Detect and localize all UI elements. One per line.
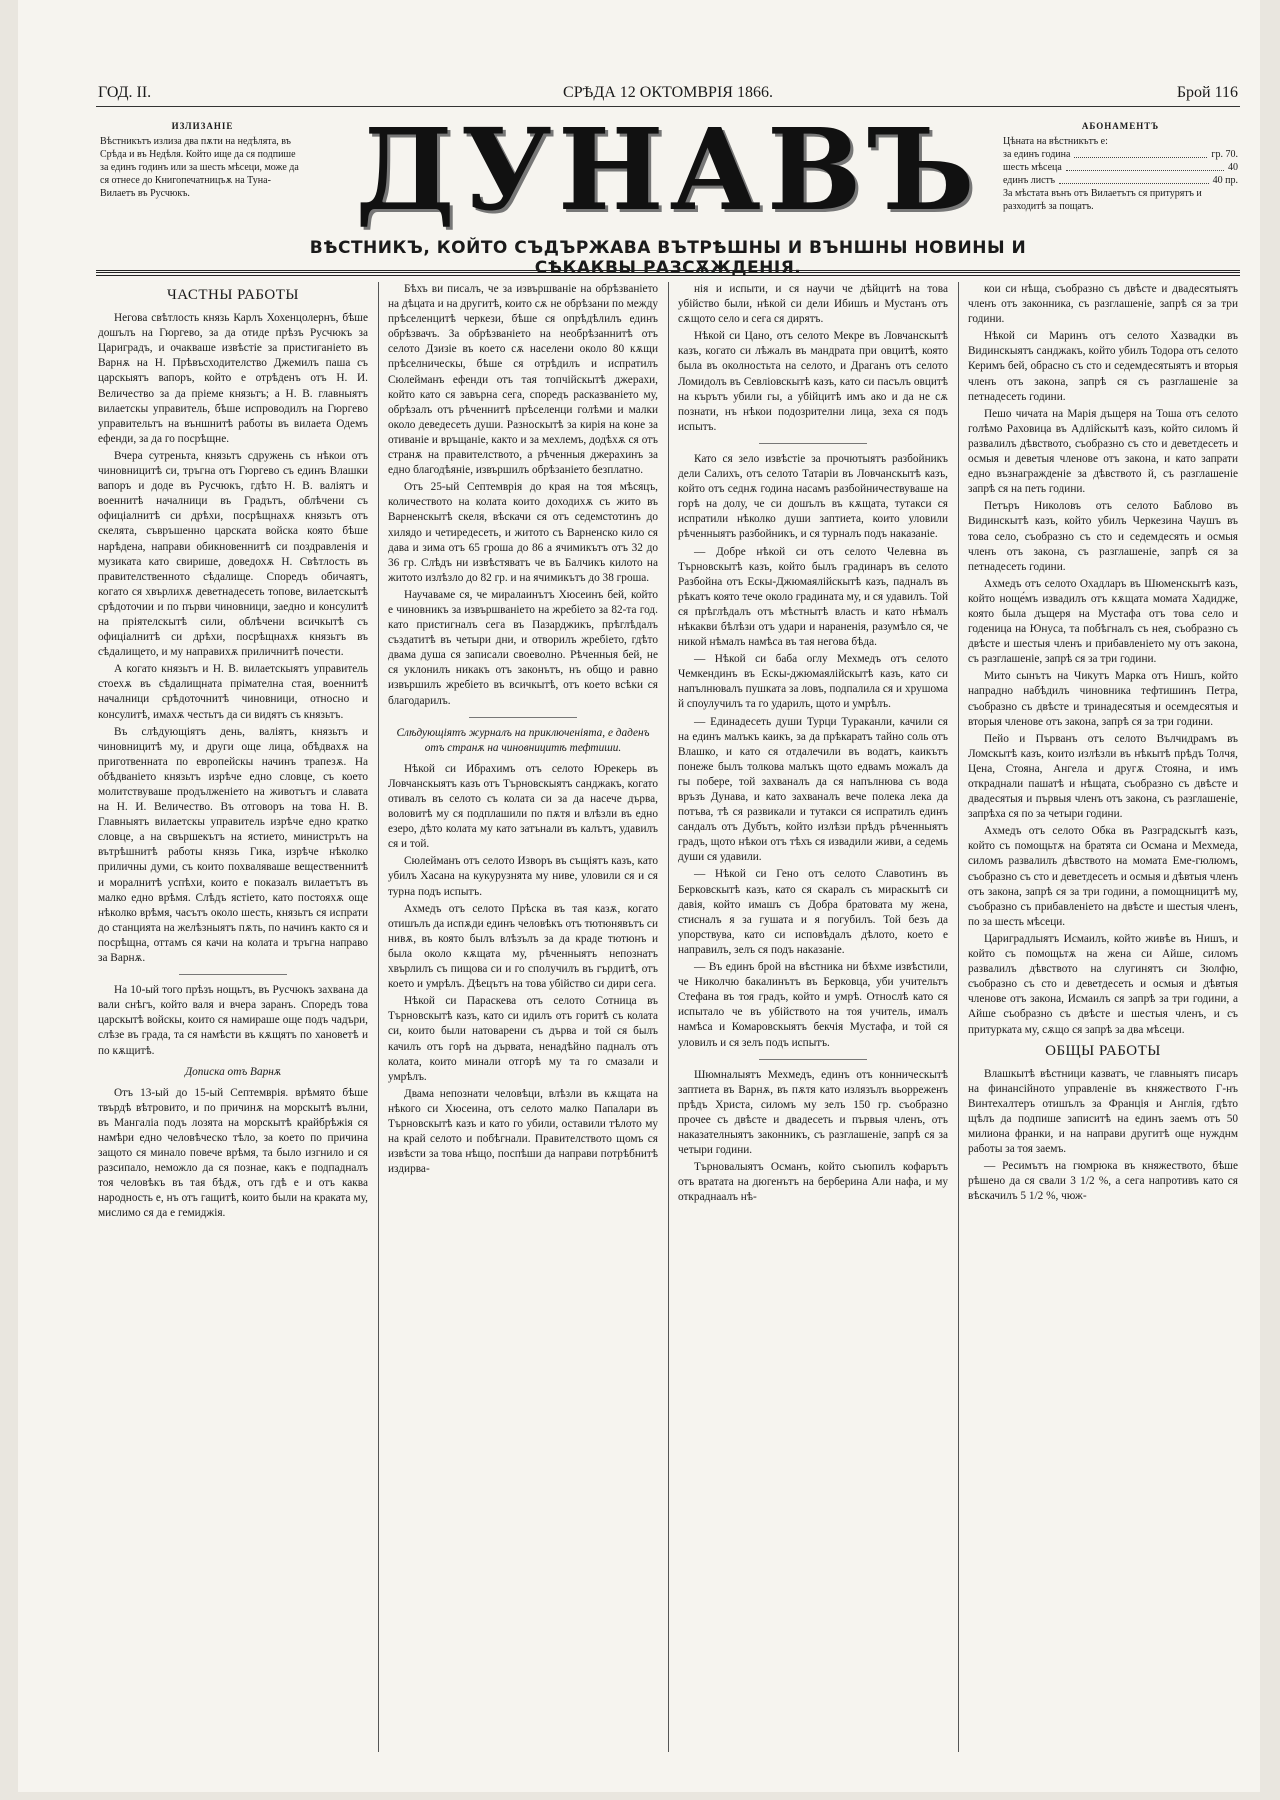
price-label: единъ листъ <box>1003 175 1056 186</box>
paragraph: нія и испыти, и ся научи че дѣйцитѣ на това убійство были, нѣкой си дели Ибишъ и Мустанъ отъ сѫщото село и сега ся дирятъ. <box>678 283 948 326</box>
paragraph: Пешо чичата на Марія дъщеря на Тоша отъ селото голѣмо Раховица въ Адлійскытѣ казъ, който силомъ й развалилъ дѣвството, съобразно съ сто и деветдесеть и осмыя и деветыя членове отъ закона, и като запрати едно възнагражденіе за дѣвството й, съ разглашеніе запрѣ ся на петь години. <box>968 407 1238 496</box>
year-label: ГОД. II. <box>98 84 152 101</box>
subscription-intro: Цѣната на вѣстникътъ е: <box>1003 136 1108 147</box>
paragraph: Ахмедъ отъ селото Обка въ Разградскытѣ казъ, който съ помощьтѫ на братята си Османа и Мехмеда, силомъ развалилъ дѣвството на момата Еме-гюлюмъ, съобразно съ сто и деветдесеть и осмыя и дѣвтыя членъ отъ закона, запрѣ ся за три години, а помощницитѣ му, съобразно съ прибавленіето на двѣсте и шестыя членъ, по за шесть мѣсеци. <box>968 825 1238 928</box>
publication-heading: ИЗЛИЗАНІЕ <box>171 121 234 131</box>
paragraph: Въ слѣдующіятъ день, валіятъ, князьтъ и чиновницитѣ му, и други още лица, обѣдвахѫ на приготвенната по европейскы начинъ трапезѫ. На обѣдваніето князьтъ изрѣче едно словце, съ което молитствуваше продълженіето на животътъ и славата на Н. И. Величество. Въ отговоръ на това Н. В. Главныятъ вилаетскы управитель изрѣче едно кратко словце, а на свършекътъ на ястието, министрътъ на вътрѣшнитѣ работы князь Гика, изрѣче нѣколко приличны думи, съ които похваляваше вещественнитѣ и моралнитѣ успѣхи, които е показалъ вилаетътъ въ малко едно врѣмя. Слѣдъ ястіето, като постояхѫ още нѣколко врѣмя, часътъ около шесть, князьтъ ся испрати до станцията на желѣзныятъ пѫть, по начинъ както ся и посрѣщна, оттамъ ся качи на колата и тръгна направо за Варнѫ. <box>98 725 368 965</box>
paragraph: На 10-ый того прѣзъ нощьтъ, въ Русчюкъ захвана да вали снѣгъ, който валя и вчера заранъ. Споредъ това царскытѣ войскы, които ся намираше още подъ чадъри, слѣзе въ града, та ся намѣсти въ кѫщятъ по хановетѣ и по кѫщитѣ. <box>98 984 368 1057</box>
column-4 <box>968 282 1238 1762</box>
top-meta-line <box>98 84 1238 106</box>
paragraph: Двама непознати человѣци, влѣзли въ кѫщата на нѣкого си Хюсеина, отъ селото малко Папалари въ Търновскытѣ казъ и като го убили, оставили тѣлото му на край селото и побѣгнали. Правителството щомъ ся извѣсти за това нѣщо, поспѣши да направи потрѣбнитѣ издирва- <box>388 1087 658 1176</box>
paragraph: Шюмналыятъ Мехмедъ, единъ отъ конническытѣ заптиета въ Варнѫ, въ пѫтя като излязълъ вьорреженъ прѣдъ Христа, силомъ му зелъ 150 гр. съобразно прочее съ двѣсте и двадесеть и първыя членъ, отъ наказателныятъ законникъ, съ разглашеніе, запрѣ ся за четыри години. <box>678 1068 948 1157</box>
paragraph: — Нѣкой си баба оглу Мехмедъ отъ селото Чемкендинъ въ Ескы-джюмаялійскытѣ казъ, като си напълнювалъ пушката за ловъ, подпалила ся и хрушома й споулучилъ та го ударилъ, щото и умрѣлъ. <box>678 653 948 711</box>
separator <box>469 717 577 718</box>
price-value: 40 пр. <box>1212 175 1238 186</box>
masthead-title: ДУНАВЪ <box>355 105 981 236</box>
publication-info <box>100 120 305 200</box>
paragraph: Пейо и Първанъ отъ селото Вълчидрамъ въ Ломскытѣ казъ, които излѣзли въ нѣкытѣ прѣдъ Толчя, Цена, Стояна, Ангела и другѫ Стояна, и имъ откраднали пашатѣ и нѣщата, съобразно съ двѣсте и двадесятыя и първыя членъ отъ закона, съ разглашеніе, запрѣха ся по за четыри години. <box>968 732 1238 821</box>
paragraph: Ахмедъ отъ селото Охадларъ въ Шюменскытѣ казъ, който ноще́мъ извадилъ отъ кѫщата момата Хадидже, която была дъщеря на Мустафа отъ това село и годеница на Юнуса, та побѣгналъ съ нея, съобразно съ двѣсте и шестыя членъ и прибавленіето му отъ закона, съ разглашеніе, запрѣ ся за три години. <box>968 577 1238 666</box>
paragraph: Нѣкой си Цано, отъ селото Мекре въ Ловчанскытѣ казъ, когато си лѣжалъ въ мандрата при овцитѣ, която была въ околностьта на селото, и Драганъ отъ селото Ломидолъ въ Севліовскытѣ казъ, като си пасълъ овцитѣ на кърътъ убили гы, а убійцитѣ имъ ако и да не сѫ познати, нъ нѣкои подозрителни лица, зеха ся подъ испытъ. <box>678 330 948 433</box>
paragraph: Сюлейманъ отъ селото Изворъ въ същіятъ казъ, като убилъ Хасана на кукурузнята му ниве, уловили ся и ся турна подъ испытъ. <box>388 855 658 898</box>
paragraph: Ахмедъ отъ селото Прѣска въ тая казѫ, когато отишълъ да испѫди единъ человѣкъ отъ тютюнявътъ си нивѫ, въ която былъ влѣзълъ за да краде тютюнъ и была около кѫщата му, рѣченныятъ непознатъ хвърлилъ съ пищова си и го сполучилъ въ гърдитѣ, отъ което и умрѣлъ. Дѣецътъ на това убійство си дири сега. <box>388 902 658 991</box>
paragraph: Цариградлыятъ Исмаилъ, който живѣе въ Нишъ, и който съ помощьтѫ на жена си Айше, силомъ развалилъ дѣвството на слугинятъ си Зюлфю, съобразно съ сто и деветдесеть и осмыя и дѣвтыя членове отъ закона, Исмаилъ ся запрѣ за три години, а Айше съобразно съ двѣсте и шестыя членъ, и съ притурката му, сѫщо ся запрѣ за два мѣсеци. <box>968 932 1238 1036</box>
paragraph: Бѣхъ ви писалъ, че за извършваніе на обрѣзваніето на дѣцата и на другитѣ, които сѫ не обрѣзани по между прѣселенцитѣ черкези, бѣше ся опрѣдѣлилъ единъ обрѣзвачъ. За обрѣзваніето на необрѣзаннитѣ отъ селото Дзизіе въ което сѫ населени около 80 кѫщи прѣселническы, бѣше ся отрѣдилъ и испратилъ Сюлейманъ ефенди отъ тая топчійскытѣ джерахи, който като ся завърна сега, споредъ расказваніето му, обрѣзалъ отъ рѣченнитѣ прѣселенци голѣми и малки около деведесеть души. Разноскытѣ за кирія на коне за отиваніе и връщаніе, както и за мехлемъ, додѣхѫ ся отъ странѫ на правителството, а рѣченныя джерахинъ за едно благодѣяніе, извършилъ обрѣзаніето безплатно. <box>388 283 658 477</box>
paragraph: Научаваме ся, че миралаинътъ Хюсеинъ бей, който е чиновникъ за извършваніето на жребіето за 82-та год. като пристигналъ сега въ Пазарджикъ, прѣглѣдалъ създатитѣ въ четыри дни, и отворилъ жребіето, гдѣто двама душа ся записали своеволно. Рѣченныя бей, не ся уклонилъ никакъ отъ законътъ, нъ общо и равно извършилъ жребіето въ всичкытѣ, отъ което всѣки ся благодарилъ. <box>388 588 658 707</box>
publication-text: Вѣстникътъ излиза два пѫти на недѣлята, въ Срѣда и въ Недѣля. Който ище да ся подпише за единъ годинъ или за шесть мѣсеци, може да ся отнесе до Книгопечатницъѫ на Туна-Вилаетъ въ Русчюкъ. <box>100 136 299 199</box>
price-value: 40 <box>1228 162 1238 173</box>
issue-number: Брой 116 <box>1176 84 1238 101</box>
column-3 <box>678 282 948 1762</box>
paragraph: Като ся зело извѣстіе за прочютыятъ разбойникъ дели Салихъ, отъ селото Татаріи въ Ловчанскытѣ казъ, който отъ седнѫ година насамъ разбойничествуваше на горѣ на долу, че си дошълъ въ кѫщата, тутакси ся испратили нѣколко души заптиета, които уловили рѣченныятъ разбойникъ, и ся турналъ подъ наказаніе. <box>678 452 948 541</box>
price-row <box>1003 174 1238 187</box>
masthead-subtitle: ВѢСТНИКЪ, КОЙТО СЪДЪРЖАВА ВЪТРѢШНЫ И ВЪНШНЫ НОВИНЫ И СѢКАКВЫ РАЗСѪЖДЕНІЯ. <box>309 238 1027 278</box>
column-divider <box>668 282 669 1752</box>
article-columns <box>98 282 1238 1762</box>
paragraph: — Добре нѣкой си отъ селото Челевна въ Търновскытѣ казъ, който былъ градинаръ въ селото Разбойна отъ Ескы-Джюмаялійскытѣ казъ, падналъ въ рѣкатъ която тече около градината му, и ся удавилъ. Той ся прѣглѣдалъ отъ мѣстнытѣ власть и като нѣмалъ нѣкакви бѣлѣзи отъ удари и нараненія, разумѣло ся, че никой нѣмалъ намѣса въ тая негова бѣда. <box>678 545 948 649</box>
masthead <box>348 105 988 242</box>
paragraph: — Ресимътъ на гюмрюка въ княжеството, бѣше рѣшено да ся свали 3 1/2 %, а сега напротивъ като ся вѣскачилъ 5 1/2 %, чюж- <box>968 1160 1238 1203</box>
price-label: шесть мѣсеца <box>1003 162 1062 173</box>
column-divider <box>958 282 959 1752</box>
paragraph: — Нѣкой си Гено отъ селото Славотинъ въ Берковскытѣ казъ, като ся скаралъ съ мираскытѣ си давія, който имашъ съ Добра братовата му жена, стисналъ я за гушата и я погубилъ. Той безъ да упорствува, като си исповѣдалъ дѣлото, което е направилъ, зелъ ся подъ наказаніе. <box>678 868 948 956</box>
section-heading-general: ОБЩЫ РАБОТЫ <box>1045 1042 1161 1059</box>
paragraph: кои си нѣща, съобразно съ двѣсте и двадесятыятъ членъ отъ законника, съ разглашеніе, запрѣ ся за три години. <box>968 283 1238 326</box>
paragraph: Петъръ Николовъ отъ селото Баблово въ Видинскытѣ казъ, който убилъ Черкезина Чаушъ въ това село, съобразно съ сто и седемдесять и осмыя членъ отъ закона, съ разглашеніе, запрѣ ся за петнадесеть години. <box>968 500 1238 573</box>
newspaper-page <box>18 0 1260 1792</box>
paragraph: — Единадесеть души Турци Тураканли, качили ся на единъ малъкъ каикъ, за да прѣкаратъ тайно соль отъ Влашко, и като ся отдалечили въ водатъ, каикътъ понеже былъ толкова малъкъ щото едвамъ можалъ да гы побере, той захваналъ да ся напълнюва съ вода връзъ Дунава, и като захваналъ вече полека лека да потъва, тѣ ся развикали и тутакси ся испратилъ единъ сандалъ отъ Дубътъ, който излѣзи прѣдъ рѣченныятъ градъ, щото нѣкои отъ тѣхъ ся извадили живи, а седемь души ся удавили. <box>678 715 948 864</box>
column-divider <box>378 282 379 1752</box>
price-label: за единъ година <box>1003 149 1071 160</box>
separator <box>759 1059 867 1060</box>
paragraph: Нѣкой си Маринъ отъ селото Хазвадки въ Видинскыятъ санджакъ, който убилъ Тодора отъ селото Керимъ бей, обрасно съ сто и седемдесятыятъ и вторыя членъ отъ закона, запрѣ ся съ разглашеніе за петнадесеть години. <box>968 330 1238 403</box>
paragraph: Отъ 13-ый до 15-ый Септемврія. врѣмято бѣше твърдѣ вѣтровито, и по причинѫ на морскытѣ вълни, въ Мангаліа подъ лозята на морскытѣ крайбрѣжія ся намѣри едно человѣческо тѣло, за което по причина защото ся минало повече врѣмя, та было изгнило и ся разсипало, неможло да ся познае, какъ е подпадналъ тоя человѣкъ въ тая бѣдѫ, отъ гдѣ е и отъ каква народность е, нъ отъ гащитѣ, които были на краката му, мислимо ся да е гемиджія. <box>98 1086 368 1220</box>
price-row <box>1003 148 1238 161</box>
paragraph: Нѣкой си Параскева отъ селото Сотница въ Търновскытѣ казъ, като си идилъ отъ горитѣ съ колата си, които были натоварени съ дърва и той ся былъ качилъ отъ горѣ на дървата, ненадѣйно падналъ отъ колата, които минали отгорѣ му та го смазали и умрѣлъ. <box>388 995 658 1083</box>
paragraph: Негова свѣтлость князь Карлъ Хохенцолернъ, бѣше дошълъ на Гюргево, за да отиде прѣзъ Русчюкъ за Цариградъ, и очакваше извѣстіе за пристиганіето въ Варнѫ на Н. Прѣвъсходителство Джемилъ паша съ царскыятъ вапоръ, който е отрѣденъ отъ Н. И. Величество за да пріеме князьтъ; а Н. В. главныятъ вилаетскы управитель, бѣше испроводилъ на Гюргево управительтъ на външнитѣ работы въ вилаета Одемъ ефенди, за да го посрѣщне. <box>98 312 368 445</box>
journal-intro: Слѣдующіятъ журналъ на приключеніята, е даденъ отъ странѫ на чиновницитѣ тефтиши. <box>396 726 650 754</box>
paragraph: А когато князьтъ и Н. В. вилаетскыятъ управитель стоехѫ въ сѣдалищната прімателна стая, военнитѣ началници срѣдоточнитѣ чиновници, относно и консулитѣ, имахѫ честьтъ да си видятъ съ князьтъ. <box>98 663 368 721</box>
column-2 <box>388 282 658 1762</box>
column-1 <box>98 282 368 1762</box>
paragraph: Мито сынътъ на Чикутъ Марка отъ Нишъ, който напрадно набѣдилъ чиновника тефтишинъ Петра, съобразно съ двѣсте и тринадесятыя и осемдесятыя и вторыя членове отъ закона, запрѣ ся за три години. <box>968 670 1238 728</box>
paragraph: — Въ единъ брой на вѣстника ни бѣхме извѣстили, че Николчю бакалинътъ въ Берковца, уби учительтъ Стефана въ тоя градъ, който и умрѣ. Относлѣ като ся испытало че въ убійството на тоя учитель, ималъ намѣса и Комаровскыятъ бекчія Мустафа, и той ся уловилъ и ся зелъ подъ испытъ. <box>678 961 948 1049</box>
separator <box>179 974 287 975</box>
dispatch-heading: Дописка отъ Варнѫ <box>184 1065 282 1078</box>
separator <box>759 443 867 444</box>
price-value: гр. 70. <box>1211 149 1238 160</box>
paragraph: Търновалыятъ Османъ, който съюпилъ кофарътъ отъ вратата на дюгенътъ на берберина Али нафа, и му откраднаалъ нѣ- <box>678 1161 948 1204</box>
masthead-rule <box>96 270 1240 276</box>
paragraph: Вчера сутреньта, князьтъ сдружень съ нѣкои отъ чиновницитѣ си, тръгна отъ Гюргево съ единъ Влашки вапоръ и доде въ Русчюкъ, гдѣто Н. В. валіятъ и военнитѣ началници въ Градътъ, облѣчени съ офиціалнитѣ си дрѣхи, посрѣщнахѫ князьтъ отъ скелята, съвръшенно царската войска която бѣше нарѣдена, направи обикновеннитѣ си поздравленія и музиката като свирише, доведохѫ Н. Свѣтлость въ правителственното сѣдалище. Споредъ обичаятъ, когато ся хвърлихѫ деветнадесеть топове, вилаетскытѣ срѣдоточии и по първи чиновници, заедно и консулитѣ на пріятелскытѣ сили, облѣчени всичкытѣ съ офиціалнитѣ си дрѣхи, посрѣщнахѫ князьтъ въ сѣдалището, и му направихѫ приличнитѣ почести. <box>98 449 368 659</box>
paragraph: Нѣкой си Ибрахимъ отъ селото Юрекерь въ Ловчанскыятъ казъ отъ Търновскыятъ санджакъ, когато отивалъ въ селото съ колата си за да насече дърва, воловитѣ му ся подплашили по пѫтя и влѣзли въ едно езеро, дѣто колата му като затънали въ калътъ, удавилъ ся и той. <box>388 762 658 851</box>
subscription-note: За мѣстата вънъ отъ Вилаетътъ ся притурятъ и разходитѣ за пощатъ. <box>1003 188 1202 212</box>
date-label: СРѢДА 12 ОКТОМВРІЯ 1866. <box>563 84 773 101</box>
paragraph: Отъ 25-ый Септемврія до края на тоя мѣсяцъ, количеството на колата които доходихѫ съ жито въ Варненскытѣ скеля, вѣскачи ся отъ седемстотинъ до хилядо и четиредесеть, и житото съ Варненско кило ся дава и зима отъ 65 гроша до 86 а ячимикътъ отъ 32 до 36 гр. Слѣдъ ни извѣстяватъ че въ Балчикъ килото на житото излѣзло до 82 гр. и на ячимикътъ до 38 гроша. <box>388 481 658 584</box>
price-row <box>1003 161 1238 174</box>
subscription-info <box>1003 120 1238 213</box>
paragraph: Влашкытѣ вѣстници казватъ, че главныятъ писаръ на финансійното управленіе въ княжеството Г-нъ Винтехалтеръ отишълъ за Франція и Англія, гдѣто щѣлъ да подпише записитѣ на единъ заемъ отъ 50 милиона франки, и на направи другитѣ още нужднм работы за тоя заемъ. <box>968 1067 1238 1156</box>
section-heading-private: ЧАСТНЫ РАБОТЫ <box>166 287 299 303</box>
subscription-heading: АБОНАМЕНТЪ <box>1081 121 1160 131</box>
